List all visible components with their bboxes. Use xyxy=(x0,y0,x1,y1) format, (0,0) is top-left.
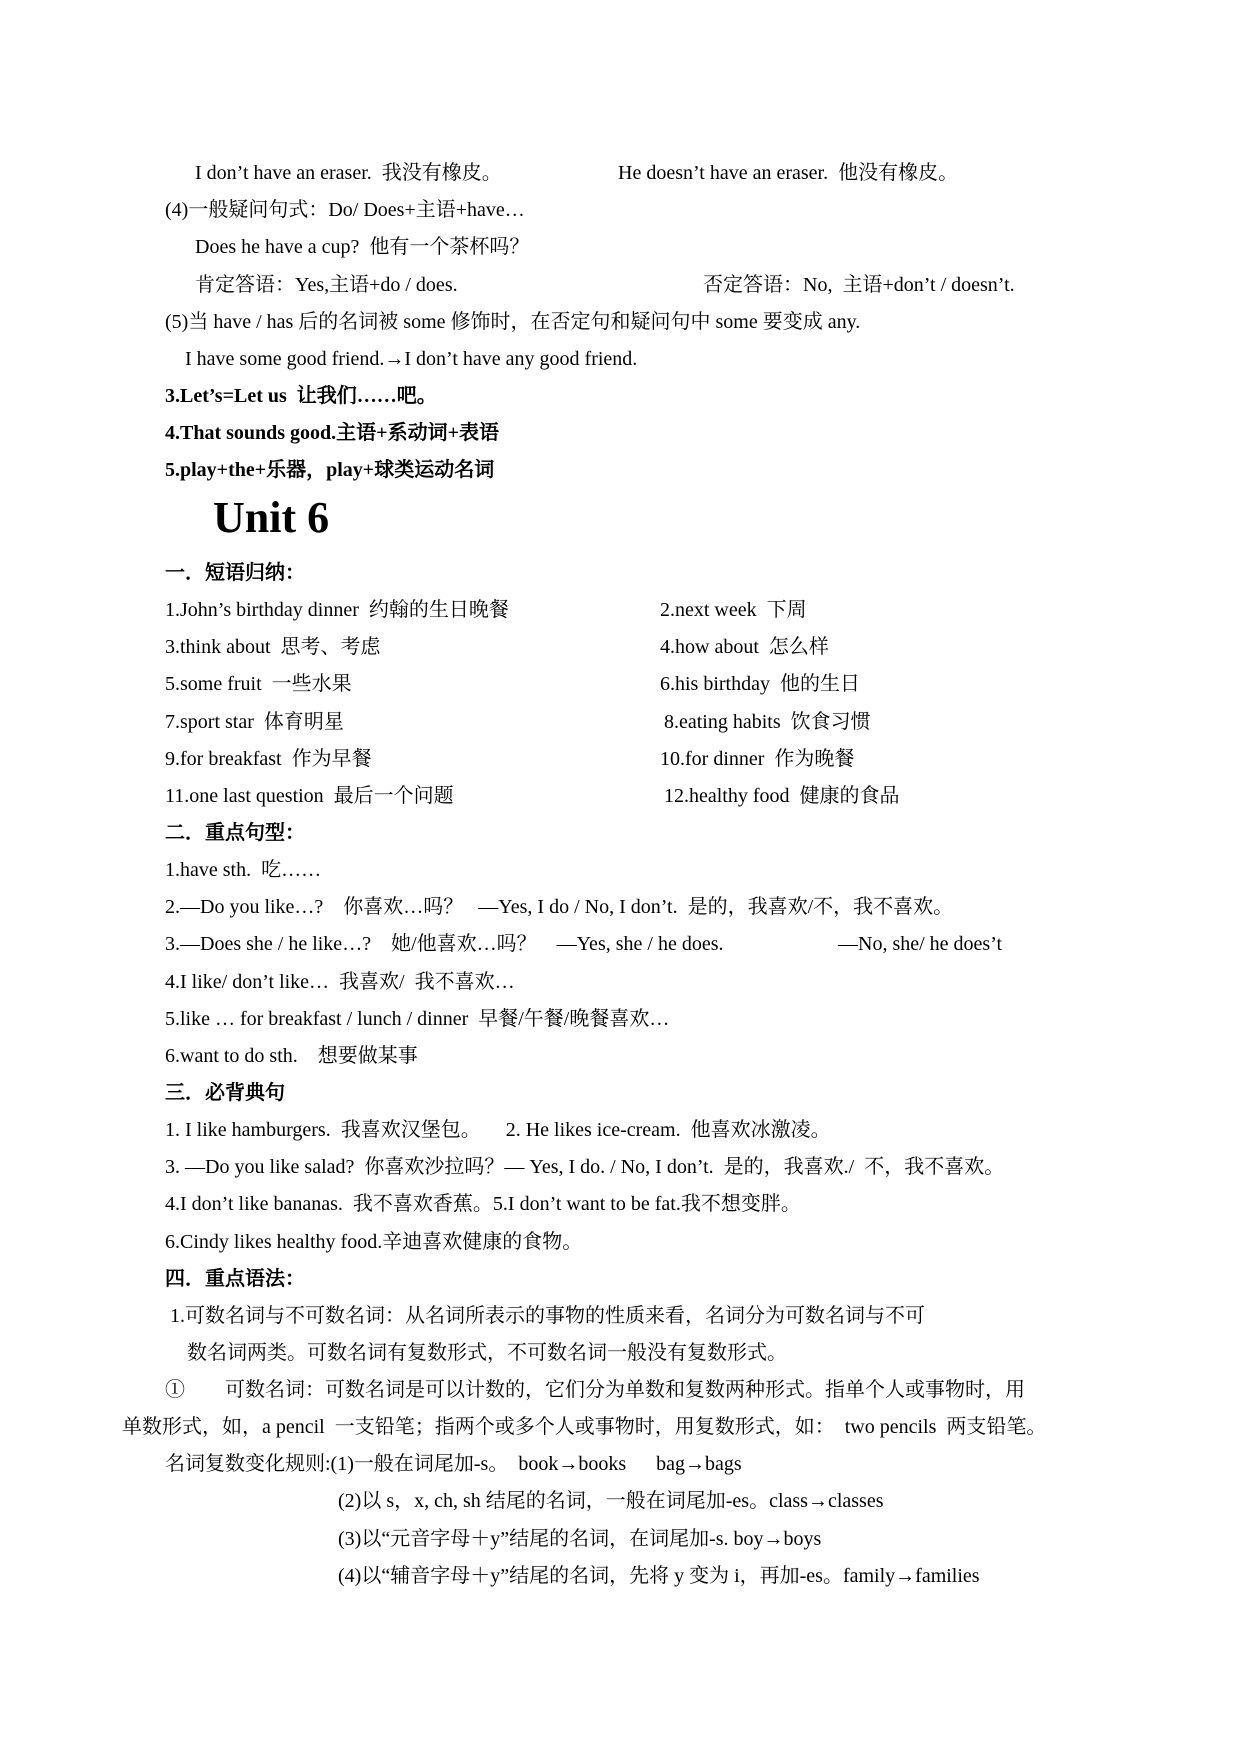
text-line: (5)当 have / has 后的名词被 some 修饰时，在否定句和疑问句中 some 要变成 any. xyxy=(165,311,861,333)
grammar-text: 1.可数名词与不可数名词：从名词所表示的事物的性质来看，名词分为可数名词与不可 xyxy=(170,1305,925,1327)
phrase-item: 8.eating habits 饮食习惯 xyxy=(664,711,871,733)
phrase-item: 5.some fruit 一些水果 xyxy=(165,673,352,695)
phrase-item: 9.for breakfast 作为早餐 xyxy=(165,748,372,770)
sentence-pattern: 2.—Do you like…? 你喜欢…吗？ —Yes, I do / No, I don’t. 是的，我喜欢/不，我不喜欢。 xyxy=(165,896,954,918)
phrase-item: 3.think about 思考、考虑 xyxy=(165,636,381,658)
grammar-text: 数名词两类。可数名词有复数形式，不可数名词一般没有复数形式。 xyxy=(187,1342,787,1364)
key-sentence: 1. I like hamburgers. 我喜欢汉堡包。 2. He likes ice-cream. 他喜欢冰激凌。 xyxy=(165,1119,831,1141)
sentence-pattern: 4.I like/ don’t like… 我喜欢/ 我不喜欢… xyxy=(165,971,515,993)
sentence-pattern: 5.like … for breakfast / lunch / dinner 早餐/午餐/晚餐喜欢… xyxy=(165,1008,670,1030)
sentence-pattern: —No, she/ he does’t xyxy=(838,933,1003,955)
grammar-text: 名词复数变化规则:(1)一般在词尾加-s。 book→books bag→bags xyxy=(165,1453,742,1475)
phrase-item: 11.one last question 最后一个问题 xyxy=(165,785,454,807)
text-line: I have some good friend.→I don’t have any good friend. xyxy=(185,348,638,370)
text-line: Does he have a cup? 他有一个茶杯吗？ xyxy=(195,236,530,258)
text-line-bold: 4.That sounds good.主语+系动词+表语 xyxy=(165,422,499,444)
text-line: 否定答语：No, 主语+don’t / doesn’t. xyxy=(703,274,1015,296)
section-heading: 三．必背典句 xyxy=(165,1082,285,1104)
grammar-text: ① 可数名词：可数名词是可以计数的，它们分为单数和复数两种形式。指单个人或事物时，用 xyxy=(165,1379,1025,1401)
phrase-item: 4.how about 怎么样 xyxy=(660,636,829,658)
grammar-rule: (3)以“元音字母＋y”结尾的名词，在词尾加-s. boy→boys xyxy=(338,1528,822,1550)
section-heading: 二．重点句型： xyxy=(165,822,305,844)
phrase-item: 12.healthy food 健康的食品 xyxy=(664,785,900,807)
phrase-item: 7.sport star 体育明星 xyxy=(165,711,344,733)
key-sentence: 6.Cindy likes healthy food.辛迪喜欢健康的食物。 xyxy=(165,1231,583,1253)
key-sentence: 3. —Do you like salad? 你喜欢沙拉吗？— Yes, I do. / No, I don’t. 是的，我喜欢./ 不，我不喜欢。 xyxy=(165,1156,1005,1178)
text-line-bold: 5.play+the+乐器，play+球类运动名词 xyxy=(165,459,495,481)
phrase-item: 10.for dinner 作为晚餐 xyxy=(660,748,855,770)
section-heading: 四．重点语法： xyxy=(165,1268,305,1290)
text-line-bold: 3.Let’s=Let us 让我们……吧。 xyxy=(165,385,437,407)
grammar-text: 单数形式，如，a pencil 一支铅笔；指两个或多个人或事物时，用复数形式，如： two pencils 两支铅笔。 xyxy=(122,1416,1047,1438)
text-line: (4)一般疑问句式：Do/ Does+主语+have… xyxy=(165,199,525,221)
key-sentence: 4.I don’t like bananas. 我不喜欢香蕉。5.I don’t want to be fat.我不想变胖。 xyxy=(165,1193,801,1215)
sentence-pattern: 6.want to do sth. 想要做某事 xyxy=(165,1045,418,1067)
text-line: 肯定答语：Yes,主语+do / does. xyxy=(195,274,458,296)
phrase-item: 1.John’s birthday dinner 约翰的生日晚餐 xyxy=(165,599,509,621)
phrase-item: 2.next week 下周 xyxy=(660,599,807,621)
text-line: He doesn’t have an eraser. 他没有橡皮。 xyxy=(618,162,959,184)
grammar-rule: (4)以“辅音字母＋y”结尾的名词，先将 y 变为 i，再加-es。family→families xyxy=(338,1565,980,1587)
section-heading: 一．短语归纳： xyxy=(165,562,305,584)
sentence-pattern: 1.have sth. 吃…… xyxy=(165,859,322,881)
unit-title: Unit 6 xyxy=(213,493,330,542)
sentence-pattern: 3.—Does she / he like…? 她/他喜欢…吗？ —Yes, she / he does. xyxy=(165,933,724,955)
grammar-rule: (2)以 s，x, ch, sh 结尾的名词，一般在词尾加-es。class→classes xyxy=(338,1490,884,1512)
text-line: I don’t have an eraser. 我没有橡皮。 xyxy=(195,162,502,184)
phrase-item: 6.his birthday 他的生日 xyxy=(660,673,860,695)
